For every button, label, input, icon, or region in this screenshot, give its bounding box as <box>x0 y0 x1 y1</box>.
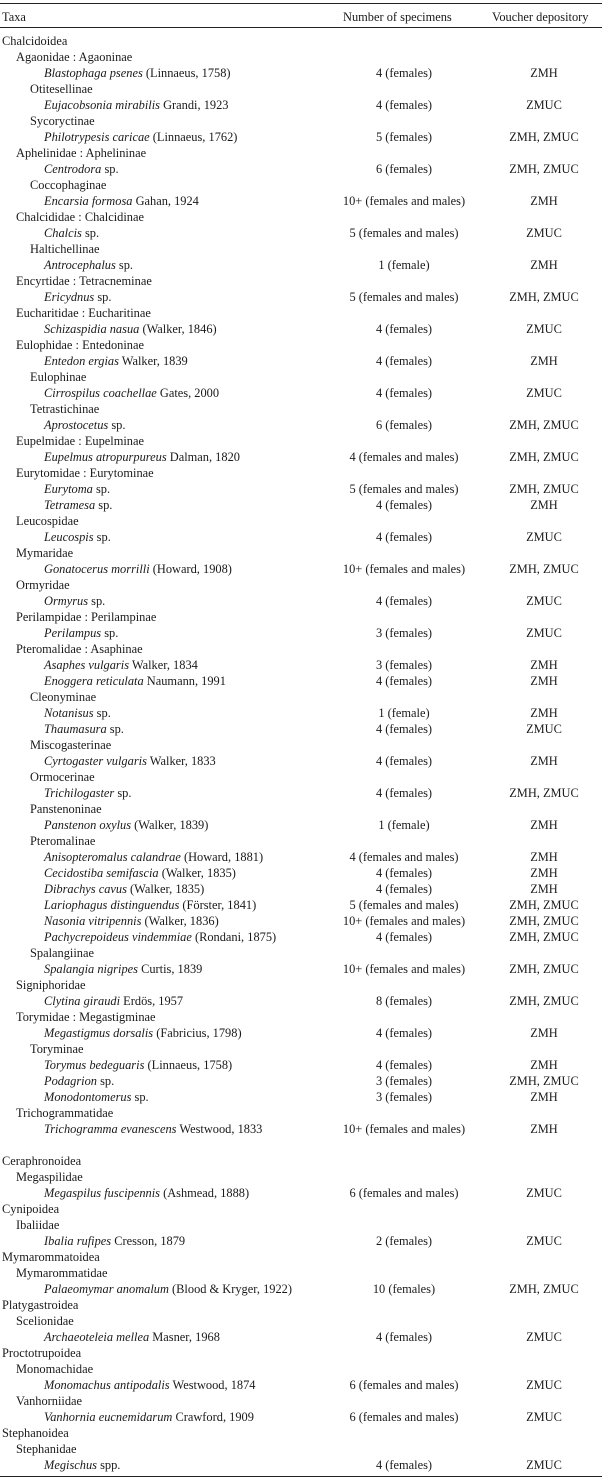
table-row-species <box>0 1185 602 1201</box>
voucher-depository: ZMH, ZMUC <box>509 898 579 912</box>
voucher-depository: ZMUC <box>526 626 562 640</box>
taxon-name: Anisopteromalus calandrae (Howard, 1881) <box>44 850 264 864</box>
voucher-depository: ZMH, ZMUC <box>509 482 579 496</box>
table-row-species <box>0 353 602 369</box>
table-row-group <box>0 689 602 705</box>
voucher-depository: ZMUC <box>526 1330 562 1344</box>
specimen-count: 10+ (females and males) <box>342 562 466 576</box>
voucher-depository: ZMH <box>530 66 558 80</box>
taxon-name: Haltichellinae <box>30 242 100 256</box>
voucher-depository: ZMH <box>530 818 558 832</box>
taxon-name: Encarsia formosa Gahan, 1924 <box>44 194 199 208</box>
taxon-name: Monodontomerus sp. <box>44 1090 149 1104</box>
voucher-depository: ZMH, ZMUC <box>509 914 579 928</box>
taxon-name: Ormyrus sp. <box>44 594 106 608</box>
voucher-depository: ZMUC <box>526 1410 562 1424</box>
table-row-species <box>0 785 602 801</box>
voucher-depository: ZMUC <box>526 1234 562 1248</box>
taxon-name: Pteromalidae : Asaphinae <box>16 642 143 656</box>
table-row-group <box>0 1441 602 1457</box>
taxon-name: Vanhorniidae <box>16 1394 83 1408</box>
specimen-count: 4 (females) <box>375 498 433 512</box>
table-row-group <box>0 1297 602 1313</box>
taxon-name: Schizaspidia nasua (Walker, 1846) <box>44 322 217 336</box>
specimen-count: 4 (females) <box>375 754 433 768</box>
table-row-species <box>0 1281 602 1297</box>
taxon-name: Lariophagus distinguendus (Förster, 1841) <box>44 898 257 912</box>
taxon-name: Ibalia rufipes Cresson, 1879 <box>44 1234 186 1248</box>
voucher-depository: ZMH, ZMUC <box>509 1074 579 1088</box>
taxon-name: Podagrion sp. <box>44 1074 115 1088</box>
specimen-count: 10+ (females and males) <box>342 914 466 928</box>
table-row-group <box>0 1105 602 1121</box>
specimen-count: 6 (females and males) <box>349 1186 459 1200</box>
header-rule <box>0 27 602 28</box>
specimen-count: 4 (females) <box>375 322 433 336</box>
taxon-name: Torymus bedeguaris (Linnaeus, 1758) <box>44 1058 233 1072</box>
table-row-species <box>0 1089 602 1105</box>
voucher-depository: ZMH, ZMUC <box>509 130 579 144</box>
specimen-count: 4 (females) <box>375 386 433 400</box>
taxon-name: Pteromalinae <box>30 834 96 848</box>
voucher-depository: ZMH <box>530 706 558 720</box>
table-row-species <box>0 161 602 177</box>
table-row-group <box>0 273 602 289</box>
table-row-group <box>0 641 602 657</box>
table-row-species <box>0 1057 602 1073</box>
table-row-group <box>0 833 602 849</box>
taxon-name: Aprostocetus sp. <box>44 418 126 432</box>
taxon-name: Toryminae <box>30 1042 84 1056</box>
table-row-species <box>0 721 602 737</box>
table-row-species <box>0 881 602 897</box>
voucher-depository: ZMH, ZMUC <box>509 1282 579 1296</box>
specimen-count: 8 (females) <box>375 994 433 1008</box>
taxon-name: Megaspilidae <box>16 1170 83 1184</box>
voucher-depository: ZMH <box>530 754 558 768</box>
specimen-count: 4 (females) <box>375 354 433 368</box>
table-row-group <box>0 1041 602 1057</box>
voucher-depository: ZMH <box>530 1090 558 1104</box>
header-taxa: Taxa <box>2 10 26 24</box>
voucher-depository: ZMH, ZMUC <box>509 994 579 1008</box>
voucher-depository: ZMH <box>530 258 558 272</box>
voucher-depository: ZMUC <box>526 1458 562 1472</box>
voucher-depository: ZMH, ZMUC <box>509 930 579 944</box>
voucher-depository: ZMH, ZMUC <box>509 786 579 800</box>
table-row-group <box>0 1425 602 1441</box>
table-row-species <box>0 1329 602 1345</box>
taxon-name: Miscogasterinae <box>30 738 112 752</box>
taxon-name: Ericydnus sp. <box>44 290 112 304</box>
taxon-name: Tetrastichinae <box>30 402 100 416</box>
table-row-species <box>0 625 602 641</box>
taxon-name: Sycoryctinae <box>30 114 95 128</box>
taxon-name: Megastigmus dorsalis (Fabricius, 1798) <box>44 1026 242 1040</box>
table-row-species <box>0 929 602 945</box>
taxon-name: Ibaliidae <box>16 1218 60 1232</box>
voucher-depository: ZMH <box>530 354 558 368</box>
specimen-count: 3 (females) <box>375 1074 433 1088</box>
table-row-group <box>0 977 602 993</box>
table-row-group <box>0 945 602 961</box>
taxon-name: Trichogrammatidae <box>16 1106 114 1120</box>
table-row-group <box>0 1201 602 1217</box>
taxon-name: Trichogramma evanescens Westwood, 1833 <box>44 1122 263 1136</box>
specimen-count: 4 (females) <box>375 722 433 736</box>
specimen-count: 4 (females) <box>375 1058 433 1072</box>
taxon-name: Stephanidae <box>16 1442 77 1456</box>
voucher-depository: ZMUC <box>526 530 562 544</box>
table-row-species <box>0 593 602 609</box>
specimen-count: 1 (female) <box>378 706 430 720</box>
table-row-species <box>0 897 602 913</box>
specimen-count: 4 (females) <box>375 98 433 112</box>
table-row-group <box>0 305 602 321</box>
voucher-depository: ZMH, ZMUC <box>509 450 579 464</box>
table-row-species <box>0 865 602 881</box>
table-row-group <box>0 1169 602 1185</box>
specimen-count: 5 (females and males) <box>349 482 459 496</box>
table-row-group <box>0 241 602 257</box>
taxon-name: Archaeoteleia mellea Masner, 1968 <box>44 1330 220 1344</box>
specimen-count: 1 (female) <box>378 258 430 272</box>
specimen-count: 4 (females) <box>375 930 433 944</box>
voucher-depository: ZMH, ZMUC <box>509 562 579 576</box>
taxon-name: Ormyridae <box>16 578 70 592</box>
table-row-group <box>0 609 602 625</box>
table-row-group <box>0 1009 602 1025</box>
taxon-name: Ceraphronoidea <box>2 1154 82 1168</box>
specimen-count: 6 (females and males) <box>349 1378 459 1392</box>
table-row-group <box>0 81 602 97</box>
taxon-name: Perilampus sp. <box>44 626 119 640</box>
specimen-count: 10+ (females and males) <box>342 962 466 976</box>
taxon-name: Cecidostiba semifascia (Walker, 1835) <box>44 866 236 880</box>
specimen-count: 4 (females) <box>375 530 433 544</box>
taxon-name: Coccophaginae <box>30 178 107 192</box>
taxon-name: Mymaridae <box>16 546 74 560</box>
taxon-name: Chalcidoidea <box>2 34 68 48</box>
table-row-species <box>0 129 602 145</box>
taxon-name: Gonatocerus morrilli (Howard, 1908) <box>44 562 232 576</box>
voucher-depository: ZMUC <box>526 594 562 608</box>
taxon-name: Centrodora sp. <box>44 162 119 176</box>
specimen-count: 4 (females) <box>375 1458 433 1472</box>
table-row-species <box>0 817 602 833</box>
taxon-name: Leucospidae <box>16 514 79 528</box>
header-specimens: Number of specimens <box>343 10 452 24</box>
table-row-species <box>0 481 602 497</box>
table-row-group <box>0 769 602 785</box>
taxon-name: Eupelmidae : Eupelminae <box>16 434 144 448</box>
table-row-species <box>0 225 602 241</box>
table-row-group <box>0 113 602 129</box>
table-row-species <box>0 1409 602 1425</box>
taxon-name: Eurytoma sp. <box>44 482 111 496</box>
specimen-count: 2 (females) <box>375 1234 433 1248</box>
table-row-group <box>0 801 602 817</box>
taxon-name: Trichilogaster sp. <box>44 786 132 800</box>
top-rule <box>0 3 602 4</box>
voucher-depository: ZMH <box>530 1058 558 1072</box>
taxon-name: Cirrospilus coachellae Gates, 2000 <box>44 386 220 400</box>
table-row-species <box>0 1233 602 1249</box>
table-row-group <box>0 545 602 561</box>
table-row-group <box>0 177 602 193</box>
taxon-name: Signiphoridae <box>16 978 86 992</box>
voucher-depository: ZMH, ZMUC <box>509 418 579 432</box>
table-row-species <box>0 1121 602 1137</box>
voucher-depository: ZMH <box>530 1122 558 1136</box>
taxon-name: Thaumasura sp. <box>44 722 124 736</box>
taxon-name: Pachycrepoideus vindemmiae (Rondani, 1875) <box>44 930 277 944</box>
voucher-depository: ZMH <box>530 498 558 512</box>
taxon-name: Clytina giraudi Erdös, 1957 <box>44 994 184 1008</box>
table-row-group <box>0 1393 602 1409</box>
header-depository: Voucher depository <box>492 10 589 24</box>
taxon-name: Spalangia nigripes Curtis, 1839 <box>44 962 203 976</box>
specimen-count: 3 (females) <box>375 658 433 672</box>
table-row-group <box>0 33 602 49</box>
taxon-name: Blastophaga psenes (Linnaeus, 1758) <box>44 66 231 80</box>
taxon-name: Cynipoidea <box>2 1202 60 1216</box>
taxon-name: Entedon ergias Walker, 1839 <box>44 354 188 368</box>
table-row-group <box>0 465 602 481</box>
taxon-name: Eulophidae : Entedoninae <box>16 338 144 352</box>
specimen-count: 4 (females) <box>375 1330 433 1344</box>
table-row-group <box>0 1153 602 1169</box>
table-row-group <box>0 49 602 65</box>
taxon-name: Encyrtidae : Tetracneminae <box>16 274 152 288</box>
voucher-depository: ZMUC <box>526 322 562 336</box>
taxon-name: Megaspilus fuscipennis (Ashmead, 1888) <box>44 1186 250 1200</box>
table-row-species <box>0 1457 602 1473</box>
voucher-depository: ZMUC <box>526 722 562 736</box>
taxon-name: Otitesellinae <box>30 82 93 96</box>
taxon-name: Enoggera reticulata Naumann, 1991 <box>44 674 226 688</box>
taxon-name: Vanhornia eucnemidarum Crawford, 1909 <box>44 1410 254 1424</box>
specimen-count: 5 (females and males) <box>349 898 459 912</box>
taxon-name: Nasonia vitripennis (Walker, 1836) <box>44 914 219 928</box>
table-row-species <box>0 529 602 545</box>
specimen-count: 6 (females) <box>375 418 433 432</box>
table-row-species <box>0 1025 602 1041</box>
specimen-count: 5 (females and males) <box>349 290 459 304</box>
table-row-species <box>0 257 602 273</box>
table-row-group <box>0 209 602 225</box>
table-row-species <box>0 961 602 977</box>
specimen-count: 3 (females) <box>375 626 433 640</box>
table-row-group <box>0 369 602 385</box>
specimen-count: 4 (females) <box>375 594 433 608</box>
table-row-species <box>0 1377 602 1393</box>
taxon-name: Mymarommatoidea <box>2 1250 100 1264</box>
taxon-name: Ormocerinae <box>30 770 95 784</box>
taxon-name: Leucospis sp. <box>44 530 111 544</box>
specimen-count: 4 (females) <box>375 1026 433 1040</box>
specimen-count: 4 (females and males) <box>349 850 459 864</box>
taxon-name: Chalcis sp. <box>44 226 100 240</box>
voucher-depository: ZMUC <box>526 386 562 400</box>
specimen-count: 6 (females and males) <box>349 1410 459 1424</box>
specimen-count: 1 (female) <box>378 818 430 832</box>
table-row-species <box>0 321 602 337</box>
taxon-name: Philotrypesis caricae (Linnaeus, 1762) <box>44 130 238 144</box>
taxon-name: Agaonidae : Agaoninae <box>16 50 133 64</box>
taxon-name: Cleonyminae <box>30 690 97 704</box>
table-row-species <box>0 193 602 209</box>
taxon-name: Spalangiinae <box>30 946 94 960</box>
taxon-name: Mymarommatidae <box>16 1266 108 1280</box>
voucher-depository: ZMH, ZMUC <box>509 290 579 304</box>
table-row-species <box>0 657 602 673</box>
table-row-group <box>0 1313 602 1329</box>
voucher-depository: ZMH <box>530 850 558 864</box>
table-row-group <box>0 577 602 593</box>
taxon-name: Eucharitidae : Eucharitinae <box>16 306 151 320</box>
voucher-depository: ZMH <box>530 658 558 672</box>
table-row-group <box>0 1361 602 1377</box>
taxon-name: Megischus spp. <box>44 1458 121 1472</box>
specimen-count: 4 (females) <box>375 786 433 800</box>
specimen-count: 6 (females) <box>375 162 433 176</box>
specimen-count: 4 (females) <box>375 866 433 880</box>
table-row-group <box>0 1249 602 1265</box>
voucher-depository: ZMH <box>530 194 558 208</box>
taxon-name: Panstenon oxylus (Walker, 1839) <box>44 818 209 832</box>
voucher-depository: ZMH <box>530 674 558 688</box>
table-row-species <box>0 385 602 401</box>
taxon-name: Monomachidae <box>16 1362 94 1376</box>
taxon-name: Platygastroidea <box>2 1298 79 1312</box>
specimen-count: 10+ (females and males) <box>342 1122 466 1136</box>
taxon-name: Dibrachys cavus (Walker, 1835) <box>44 882 205 896</box>
specimen-count: 4 (females) <box>375 66 433 80</box>
voucher-depository: ZMUC <box>526 1378 562 1392</box>
table-row-group <box>0 737 602 753</box>
taxon-name: Torymidae : Megastigminae <box>16 1010 156 1024</box>
taxon-name: Notanisus sp. <box>44 706 111 720</box>
taxon-name: Antrocephalus sp. <box>44 258 134 272</box>
voucher-depository: ZMH <box>530 882 558 896</box>
specimen-count: 4 (females and males) <box>349 450 459 464</box>
table-row-species <box>0 1073 602 1089</box>
taxon-name: Tetramesa sp. <box>44 498 113 512</box>
table-row-group <box>0 1265 602 1281</box>
voucher-depository: ZMUC <box>526 1186 562 1200</box>
taxon-name: Chalcididae : Chalcidinae <box>16 210 144 224</box>
table-row-species <box>0 97 602 113</box>
specimen-count: 4 (females) <box>375 882 433 896</box>
taxon-name: Stephanoidea <box>2 1426 69 1440</box>
taxon-name: Eurytomidae : Eurytominae <box>16 466 154 480</box>
voucher-depository: ZMUC <box>526 98 562 112</box>
specimen-count: 10+ (females and males) <box>342 194 466 208</box>
table-row-group <box>0 401 602 417</box>
table-row-species <box>0 289 602 305</box>
specimen-count: 4 (females) <box>375 674 433 688</box>
taxon-name: Eupelmus atropurpureus Dalman, 1820 <box>44 450 240 464</box>
specimen-count: 5 (females) <box>375 130 433 144</box>
specimen-count: 5 (females and males) <box>349 226 459 240</box>
taxon-name: Scelionidae <box>16 1314 74 1328</box>
taxon-name: Cyrtogaster vulgaris Walker, 1833 <box>44 754 216 768</box>
voucher-depository: ZMUC <box>526 226 562 240</box>
table-row-species <box>0 705 602 721</box>
taxon-name: Asaphes vulgaris Walker, 1834 <box>44 658 198 672</box>
table-row-species <box>0 993 602 1009</box>
specimen-count: 3 (females) <box>375 1090 433 1104</box>
taxon-name: Perilampidae : Perilampinae <box>16 610 157 624</box>
voucher-depository: ZMH, ZMUC <box>509 162 579 176</box>
voucher-depository: ZMH, ZMUC <box>509 962 579 976</box>
taxon-name: Eulophinae <box>30 370 87 384</box>
table-row-species <box>0 753 602 769</box>
table-row-species <box>0 497 602 513</box>
table-row-group <box>0 337 602 353</box>
voucher-depository: ZMH <box>530 1026 558 1040</box>
table-row-species <box>0 673 602 689</box>
table-row-species <box>0 65 602 81</box>
taxon-name: Aphelinidae : Aphelininae <box>16 146 147 160</box>
taxon-name: Proctotrupoidea <box>2 1346 82 1360</box>
table-row-species <box>0 561 602 577</box>
taxon-name: Eujacobsonia mirabilis Grandi, 1923 <box>44 98 229 112</box>
taxon-name: Panstenoninae <box>30 802 102 816</box>
taxon-name: Monomachus antipodalis Westwood, 1874 <box>44 1378 256 1392</box>
table-row-group <box>0 145 602 161</box>
table-row-group <box>0 433 602 449</box>
table-row-species <box>0 913 602 929</box>
table-row-group <box>0 1217 602 1233</box>
table-row-species <box>0 417 602 433</box>
voucher-depository: ZMH <box>530 866 558 880</box>
specimen-count: 10 (females) <box>372 1282 436 1296</box>
table-row-group <box>0 1345 602 1361</box>
taxon-name: Palaeomymar anomalum (Blood & Kryger, 1922) <box>44 1282 292 1296</box>
table-row-species <box>0 449 602 465</box>
bottom-rule <box>0 1476 602 1477</box>
table-row-species <box>0 849 602 865</box>
table-row-group <box>0 513 602 529</box>
